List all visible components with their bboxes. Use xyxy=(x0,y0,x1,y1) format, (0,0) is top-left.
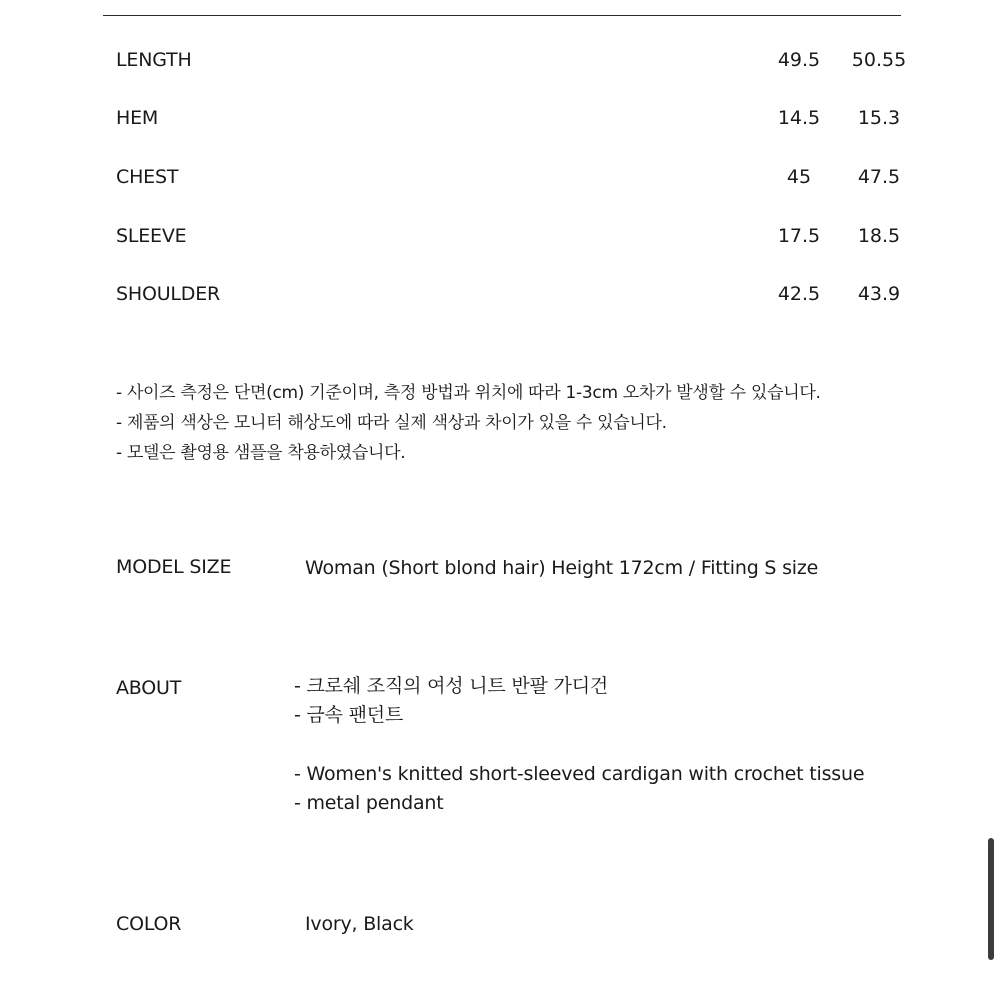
color-label: COLOR xyxy=(116,913,182,935)
about-line-ko: - 금속 팬던트 xyxy=(294,704,404,726)
about-label: ABOUT xyxy=(116,677,182,699)
size-value-m: 50.55 xyxy=(851,49,907,71)
size-label: LENGTH xyxy=(116,49,192,71)
size-row-shoulder xyxy=(0,279,1005,309)
size-label: SHOULDER xyxy=(116,283,221,305)
note-line: - 모델은 촬영용 샘플을 착용하였습니다. xyxy=(116,443,406,463)
model-size-label: MODEL SIZE xyxy=(116,556,232,578)
size-value-m: 47.5 xyxy=(857,166,901,188)
note-line: - 제품의 색상은 모니터 해상도에 따라 실제 색상과 차이가 있을 수 있습니다. xyxy=(116,413,667,433)
size-value-s: 14.5 xyxy=(777,107,821,129)
size-label: HEM xyxy=(116,107,159,129)
size-label: SLEEVE xyxy=(116,225,187,247)
about-line-en: - metal pendant xyxy=(294,792,444,814)
about-line-ko: - 크로쉐 조직의 여성 니트 반팔 가디건 xyxy=(294,675,609,697)
scrollbar-thumb[interactable] xyxy=(988,838,994,960)
model-size-value: Woman (Short blond hair) Height 172cm / Fitting S size xyxy=(305,557,819,579)
color-value: Ivory, Black xyxy=(305,913,414,935)
size-value-s: 42.5 xyxy=(777,283,821,305)
size-row-chest xyxy=(0,162,1005,192)
about-line-en: - Women's knitted short-sleeved cardigan with crochet tissue xyxy=(294,763,865,785)
size-value-m: 18.5 xyxy=(857,225,901,247)
size-value-s: 49.5 xyxy=(777,49,821,71)
about-description xyxy=(294,672,864,818)
size-label: CHEST xyxy=(116,166,179,188)
about-spacer xyxy=(294,730,864,760)
size-value-m: 43.9 xyxy=(857,283,901,305)
size-row-length xyxy=(0,45,1005,75)
note-line: - 사이즈 측정은 단면(cm) 기준이며, 측정 방법과 위치에 따라 1-3cm 오차가 발생할 수 있습니다. xyxy=(116,383,821,403)
size-value-s: 17.5 xyxy=(777,225,821,247)
size-row-sleeve xyxy=(0,221,1005,251)
top-divider xyxy=(103,15,901,16)
size-notes xyxy=(116,378,821,468)
size-row-hem xyxy=(0,103,1005,133)
size-value-s: 45 xyxy=(786,166,812,188)
size-value-m: 15.3 xyxy=(857,107,901,129)
